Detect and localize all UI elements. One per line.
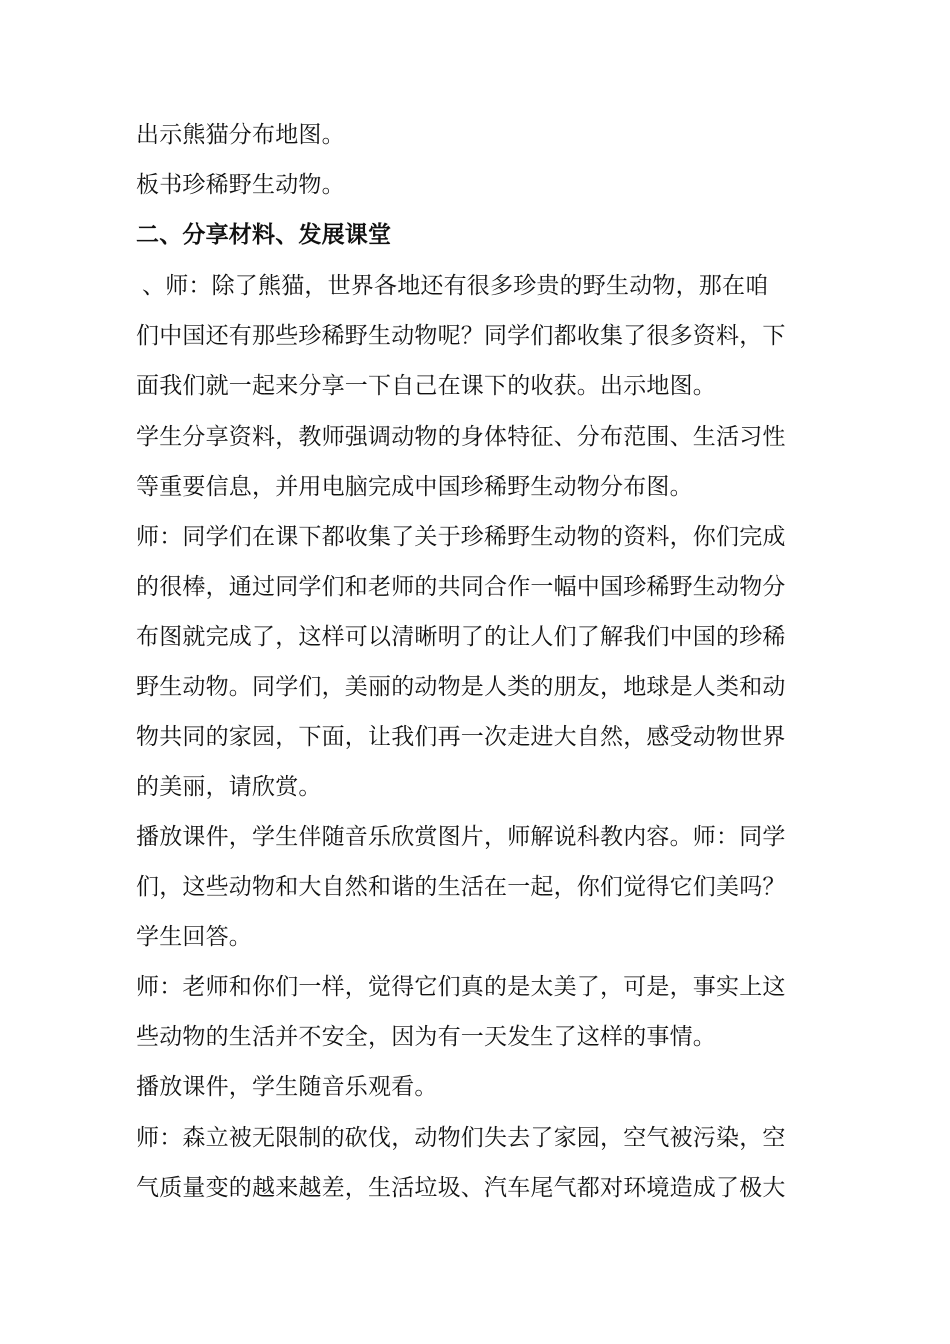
text-line: 师：同学们在课下都收集了关于珍稀野生动物的资料，你们完成 [136, 524, 786, 550]
text-line: 播放课件，学生伴随音乐欣赏图片，师解说科教内容。师：同学 [136, 824, 786, 850]
text-line: 们，这些动物和大自然和谐的生活在一起，你们觉得它们美吗？ [136, 874, 786, 900]
text-line: 等重要信息，并用电脑完成中国珍稀野生动物分布图。 [136, 474, 693, 500]
text-line: 播放课件，学生随音乐观看。 [136, 1074, 438, 1100]
text-line: 些动物的生活并不安全，因为有一天发生了这样的事情。 [136, 1024, 716, 1050]
text-line: 布图就完成了，这样可以清晰明了的让人们了解我们中国的珍稀 [136, 624, 786, 650]
text-line: 板书珍稀野生动物。 [136, 172, 345, 198]
text-line: 学生分享资料，教师强调动物的身体特征、分布范围、生活习性 [136, 424, 786, 450]
text-line: 的很棒，通过同学们和老师的共同合作一幅中国珍稀野生动物分 [136, 574, 786, 600]
text-line: 学生回答。 [136, 924, 252, 950]
text-line: 出示熊猫分布地图。 [136, 122, 345, 148]
text-line: 、师：除了熊猫，世界各地还有很多珍贵的野生动物，那在咱 [142, 273, 769, 299]
text-line: 师：老师和你们一样，觉得它们真的是太美了，可是，事实上这 [136, 974, 786, 1000]
text-line: 的美丽，请欣赏。 [136, 774, 322, 800]
text-line: 师：森立被无限制的砍伐，动物们失去了家园，空气被污染，空 [136, 1125, 786, 1151]
text-line: 气质量变的越来越差，生活垃圾、汽车尾气都对环境造成了极大 [136, 1175, 786, 1201]
section-heading: 二、分享材料、发展课堂 [136, 222, 392, 248]
text-line: 物共同的家园，下面，让我们再一次走进大自然，感受动物世界 [136, 724, 786, 750]
text-line: 野生动物。同学们，美丽的动物是人类的朋友，地球是人类和动 [136, 674, 786, 700]
text-line: 们中国还有那些珍稀野生动物呢？同学们都收集了很多资料，下 [136, 323, 786, 349]
text-line: 面我们就一起来分享一下自己在课下的收获。出示地图。 [136, 373, 716, 399]
